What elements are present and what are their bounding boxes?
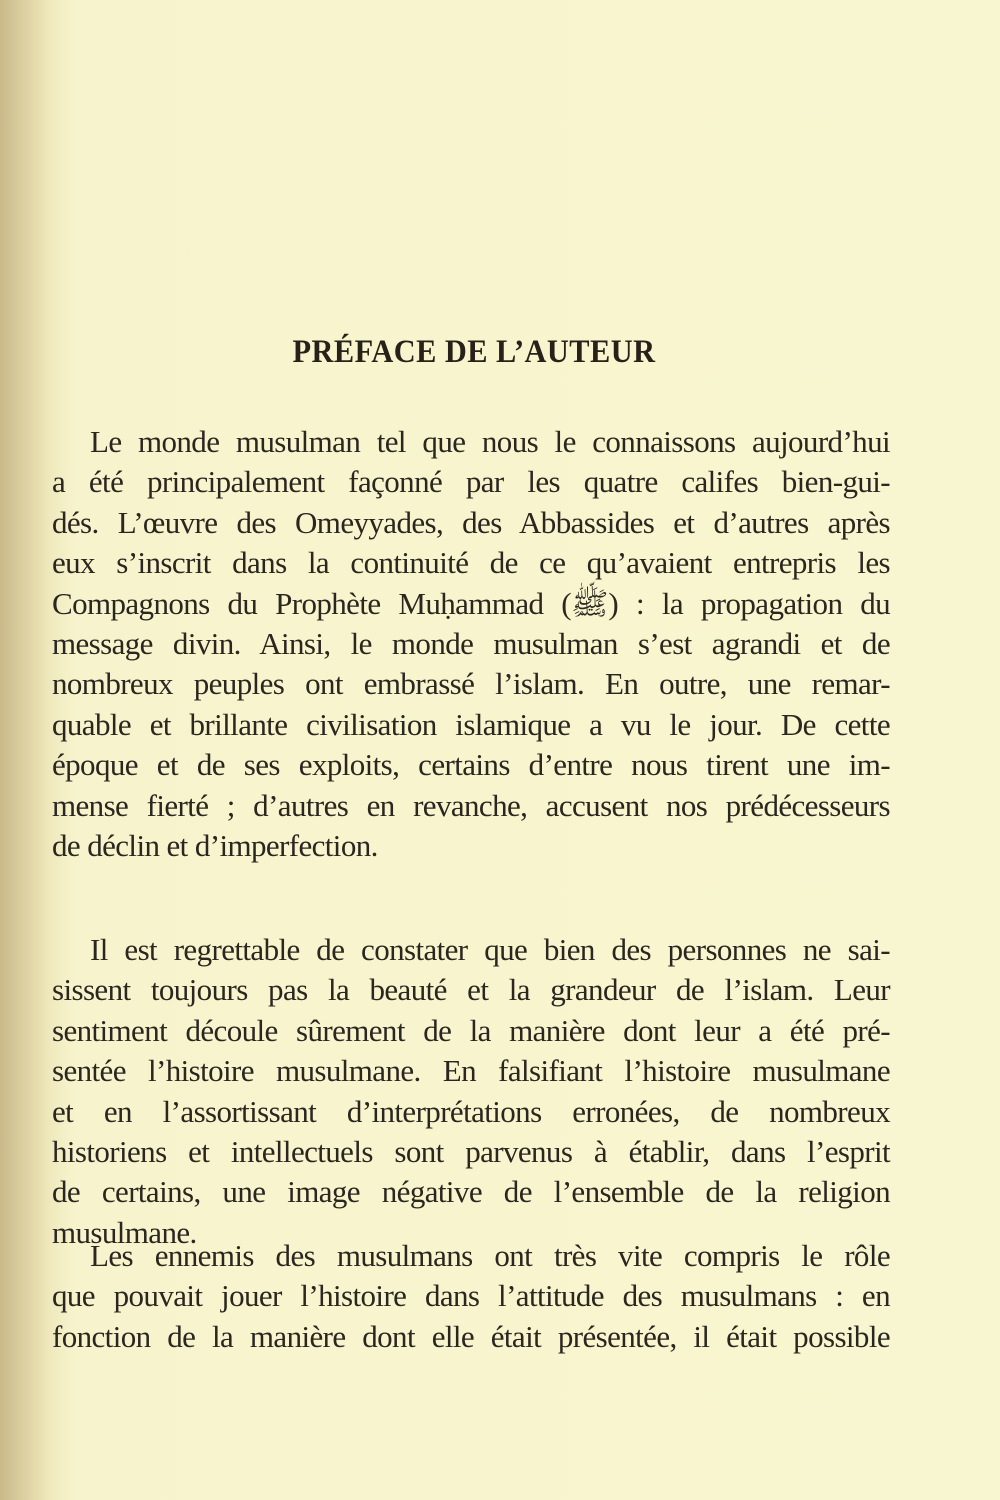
- text-line: a été principalement façonné par les quatre califes bien-gui-: [52, 464, 890, 500]
- text-line: mense fierté ; d’autres en revanche, accusent nos prédécesseurs: [52, 787, 890, 823]
- text-line: musulmane.: [52, 1214, 197, 1250]
- text-line: fonction de la manière dont elle était présentée, il était possible: [52, 1318, 890, 1354]
- text-line: Compagnons du Prophète Muḥammad (ﷺ) : la propagation du: [52, 585, 890, 621]
- text-line: et en l’assortissant d’interprétations erronées, de nombreux: [52, 1093, 890, 1129]
- text-line: que pouvait jouer l’histoire dans l’attitude des musulmans : en: [52, 1278, 890, 1314]
- text-line: Il est regrettable de constater que bien des personnes ne sai-: [90, 932, 890, 967]
- text-line: Le monde musulman tel que nous le connaissons aujourd’hui: [90, 424, 890, 459]
- text-line: de certains, une image négative de l’ensemble de la religion: [52, 1174, 890, 1210]
- text-line: message divin. Ainsi, le monde musulman s’est agrandi et de: [52, 626, 890, 661]
- text-line: nombreux peuples ont embrassé l’islam. En outre, une remar-: [52, 666, 890, 702]
- text-line: Les ennemis des musulmans ont très vite compris le rôle: [90, 1238, 890, 1273]
- text-line: quable et brillante civilisation islamique a vu le jour. De cette: [52, 706, 890, 742]
- page-title: PRÉFACE DE L’AUTEUR: [292, 334, 656, 370]
- text-line: dés. L’œuvre des Omeyyades, des Abbassides et d’autres après: [52, 504, 890, 540]
- text-line: sentiment découle sûrement de la manière dont leur a été pré-: [52, 1012, 890, 1048]
- text-line: historiens et intellectuels sont parvenus à établir, dans l’esprit: [52, 1134, 890, 1169]
- text-line: époque et de ses exploits, certains d’entre nous tirent une im-: [52, 747, 890, 783]
- text-line: sissent toujours pas la beauté et la grandeur de l’islam. Leur: [52, 972, 890, 1008]
- text-line: sentée l’histoire musulmane. En falsifiant l’histoire musulmane: [52, 1053, 890, 1089]
- text-line: de déclin et d’imperfection.: [52, 828, 378, 863]
- text-line: eux s’inscrit dans la continuité de ce qu’avaient entrepris les: [52, 545, 890, 581]
